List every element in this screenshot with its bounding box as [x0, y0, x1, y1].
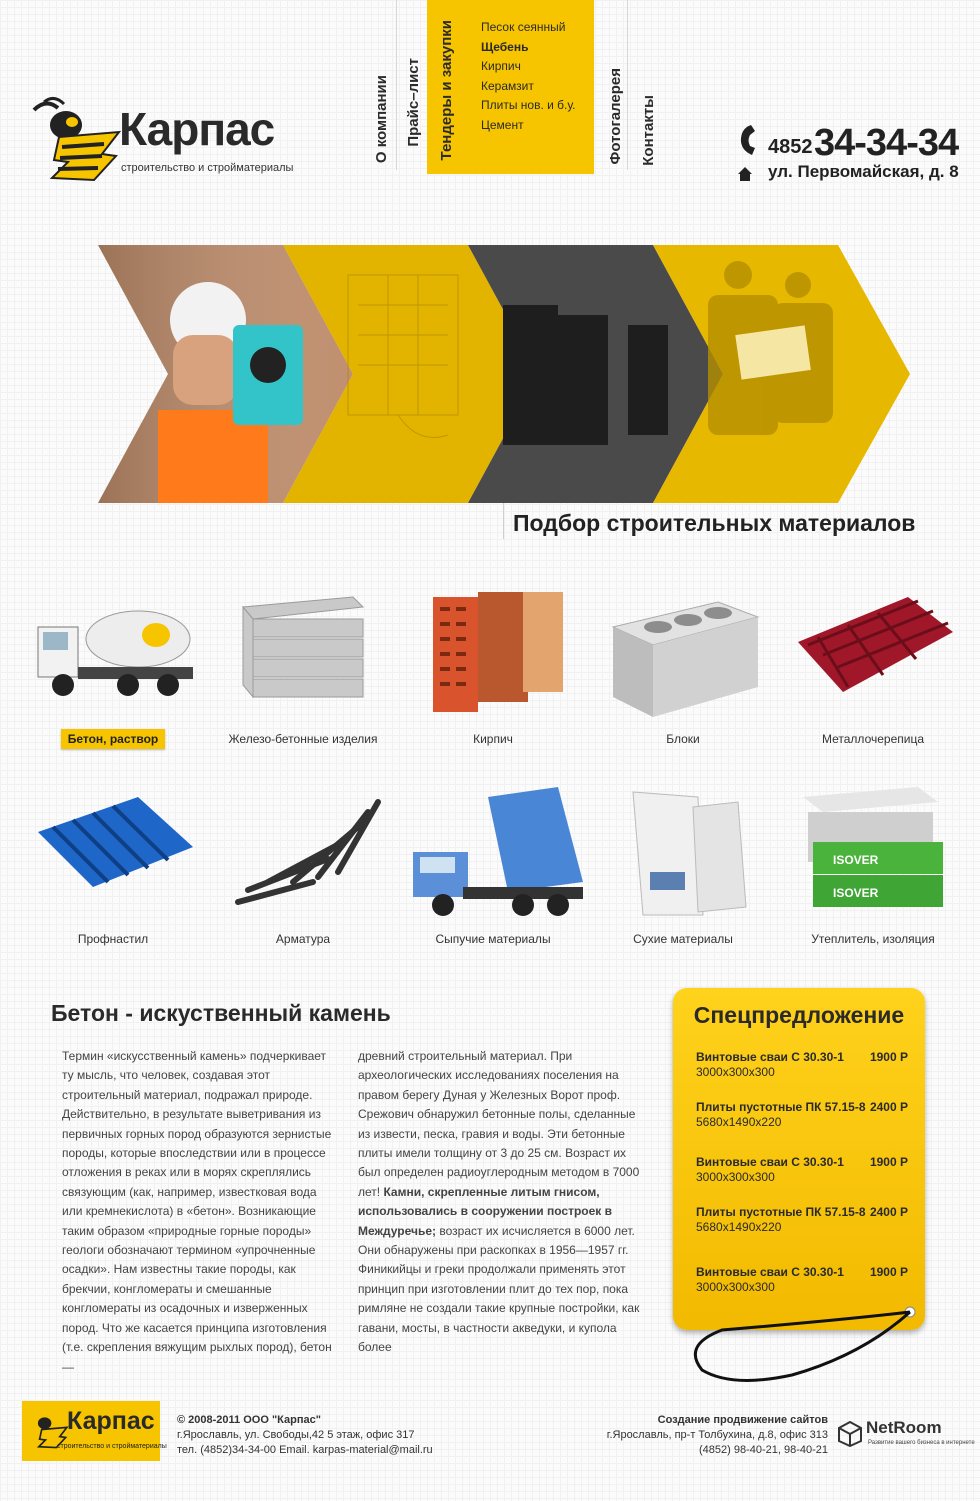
offer-size: 5680х1490х220 — [696, 1220, 782, 1234]
product-label: Утеплитель, изоляция — [811, 932, 935, 946]
offer-item[interactable] — [696, 1155, 908, 1184]
hero-banner — [98, 245, 910, 503]
offer-size: 3000х300х300 — [696, 1170, 775, 1184]
product-insulation[interactable] — [778, 787, 968, 967]
submenu-item-sand[interactable]: Песок сеянный — [481, 20, 566, 34]
svg-text:ISOVER: ISOVER — [833, 853, 879, 867]
nav-price-list[interactable]: Прайс–лист — [405, 58, 422, 147]
offer-name: Плиты пустотные ПК 57.15-8 — [696, 1100, 866, 1114]
submenu-item-cement[interactable]: Цемент — [481, 117, 524, 132]
concrete-slabs-icon — [218, 587, 388, 717]
tag-string-icon — [682, 1300, 932, 1390]
offer-item[interactable] — [696, 1050, 908, 1079]
product-profnastil[interactable] — [18, 787, 208, 967]
nav-divider — [396, 0, 397, 170]
footer-developer-info — [607, 1413, 828, 1458]
product-rc-products[interactable] — [208, 587, 398, 767]
phone-number: 34-34-34 — [814, 122, 959, 164]
bricks-icon — [408, 587, 578, 717]
footer-dev-title[interactable]: Создание продвижение сайтов — [657, 1414, 828, 1426]
offer-size: 5680х1490х220 — [696, 1115, 782, 1129]
product-label: Сыпучие материалы — [435, 932, 551, 946]
product-label: Сухие материалы — [633, 932, 733, 946]
product-label: Кирпич — [473, 732, 513, 746]
nav-divider — [627, 0, 628, 170]
logo-name: Карпас — [119, 103, 275, 155]
product-label: Профнастил — [77, 932, 149, 946]
footer-logo[interactable] — [22, 1401, 167, 1461]
logo-tagline: строительство и стройматериалы — [121, 162, 294, 174]
footer-address: г.Ярославль, ул. Свободы,42 5 этаж, офис 317 — [177, 1429, 415, 1441]
product-label: Железо-бетонные изделия — [228, 732, 378, 746]
address: ул. Первомайская, д. 8 — [768, 162, 959, 181]
offer-size: 3000х300х300 — [696, 1065, 775, 1079]
footer-logo-tagline: строительство и стройматериалы — [57, 1443, 167, 1450]
submenu-item-brick[interactable]: Кирпич — [481, 59, 521, 74]
insulation-icon — [788, 787, 958, 917]
product-dry[interactable] — [588, 787, 778, 967]
dump-truck-icon — [408, 787, 588, 927]
metal-tile-icon — [788, 587, 958, 717]
offer-item[interactable] — [696, 1100, 908, 1129]
article-text: древний строительный материал. При археологических исследованиях поселения на правом берегу Дуная у Железных Ворот проф. Срежович обнаружил бетонные полы, сделанные из извести, песка, гравия и воды. Эти бетонные плиты имели толщину от 3 до 25 см. Возраст их был определен радиоуглеродным методом в 7000 лет! — [358, 1049, 640, 1199]
cinder-block-icon — [598, 587, 768, 717]
article-text: возраст их исчисляется в 6000 лет. Они обнаружены при раскопках в 1956—1957 гг. — [358, 1223, 635, 1258]
offer-price: 2400 Р — [869, 1205, 908, 1219]
offer-price: 2400 Р — [869, 1100, 908, 1114]
rebar-icon — [218, 787, 388, 917]
nav-contacts[interactable]: Контакты — [640, 95, 657, 166]
product-bulk[interactable] — [398, 787, 588, 967]
footer-contact: тел. (4852)34-34-00 Email. karpas-material@mail.ru — [177, 1444, 433, 1456]
article-column-2 — [358, 1047, 643, 1358]
product-brick[interactable] — [398, 587, 588, 767]
special-offer-card — [673, 988, 925, 1330]
corrugated-sheet-icon — [28, 787, 198, 917]
phone-code: 4852 — [768, 136, 813, 158]
product-label: Арматура — [275, 932, 331, 946]
footer-company-info — [177, 1413, 433, 1458]
netroom-slogan: Развитие вашего бизнеса в интернете — [868, 1440, 975, 1446]
offer-item[interactable] — [696, 1265, 908, 1294]
offer-name: Винтовые сваи С 30.30-1 — [696, 1155, 844, 1169]
submenu-item-keramzit[interactable]: Керамзит — [481, 78, 534, 93]
offer-price: 1900 Р — [869, 1050, 908, 1064]
site-logo[interactable] — [24, 92, 299, 187]
special-title: Спецпредложение — [693, 1002, 905, 1028]
contact-block — [737, 120, 967, 190]
offer-price: 1900 Р — [869, 1265, 908, 1279]
bags-icon — [598, 787, 768, 917]
footer-logo-name: Карпас — [67, 1407, 155, 1435]
article-bold-text: Камни, скрепленные литым гнисом, использовались в сооружении построек в Междуречье; — [358, 1184, 613, 1238]
caption-divider — [503, 503, 504, 539]
nav-tenders[interactable]: Тендеры и закупки — [438, 20, 455, 161]
product-concrete[interactable] — [18, 587, 208, 767]
footer-dev-phone: (4852) 98-40-21, 98-40-21 — [698, 1444, 828, 1456]
offer-price: 1900 Р — [869, 1155, 908, 1169]
product-label: Блоки — [666, 732, 700, 746]
submenu-item-slabs[interactable]: Плиты нов. и б.у. — [481, 98, 576, 113]
product-label: Бетон, раствор — [18, 732, 208, 746]
nav-gallery[interactable]: Фотогалерея — [607, 68, 624, 165]
phone-icon — [737, 124, 757, 156]
submenu-item-gravel[interactable]: Щебень — [481, 39, 529, 54]
svg-text:ISOVER: ISOVER — [833, 886, 879, 900]
nav-about[interactable]: О компании — [373, 75, 390, 164]
concrete-mixer-truck-icon — [28, 587, 198, 707]
netroom-box-icon — [838, 1421, 862, 1447]
bee-logo-icon — [24, 92, 124, 182]
offer-name: Плиты пустотные ПК 57.15-8 — [696, 1205, 866, 1219]
banner-caption: Подбор строительных материалов — [513, 510, 916, 536]
netroom-name: NetRoom — [866, 1418, 942, 1437]
offer-name: Винтовые сваи С 30.30-1 — [696, 1265, 844, 1279]
product-label: Металлочерепица — [821, 732, 924, 746]
offer-name: Винтовые сваи С 30.30-1 — [696, 1050, 844, 1064]
offer-size: 3000х300х300 — [696, 1280, 775, 1294]
footer-copyright: © 2008-2011 ООО "Карпас" — [177, 1414, 321, 1426]
product-blocks[interactable] — [588, 587, 778, 767]
product-rebar[interactable] — [208, 787, 398, 967]
article-text: Финикийцы и греки продолжали применять этот принцип при изготовлении плит до тех пор, пока римляне не создали такие крупные постройки, как гавани, мосты, в частности акведуки, и купола более — [358, 1262, 640, 1355]
netroom-logo[interactable] — [838, 1407, 975, 1452]
tenders-submenu — [481, 19, 576, 137]
product-metal-tile[interactable] — [778, 587, 968, 767]
footer-dev-address: г.Ярославль, пр-т Толбухина, д.8, офис 313 — [606, 1429, 828, 1441]
article-title: Бетон - искуственный камень — [51, 1000, 391, 1026]
offer-item[interactable] — [696, 1205, 908, 1234]
article-column-1: Термин «искусственный камень» подчеркивает ту мысль, что человек, создавая этот строительный материал, подражал природе. Действительно, в результате выветривания из первичных горных пород образуются зернистые породы, которые впоследствии или в процессе отложения в реках или в морях скреплялись связующим (как, например, известковая вода или кремнекислота) в «бетон». Возникающие таким образом «природные горные породы» геологи обозначают термином «упрочненные осадки». Нам известны такие породы, как брекчии, конгломераты и смешанные конгломераты из осадочных и изверженных пород. Что же касается принципа изготовления (т.е. скрепления вяжущим рыхлых пород), бетон — — [62, 1049, 332, 1374]
home-icon — [737, 166, 753, 182]
